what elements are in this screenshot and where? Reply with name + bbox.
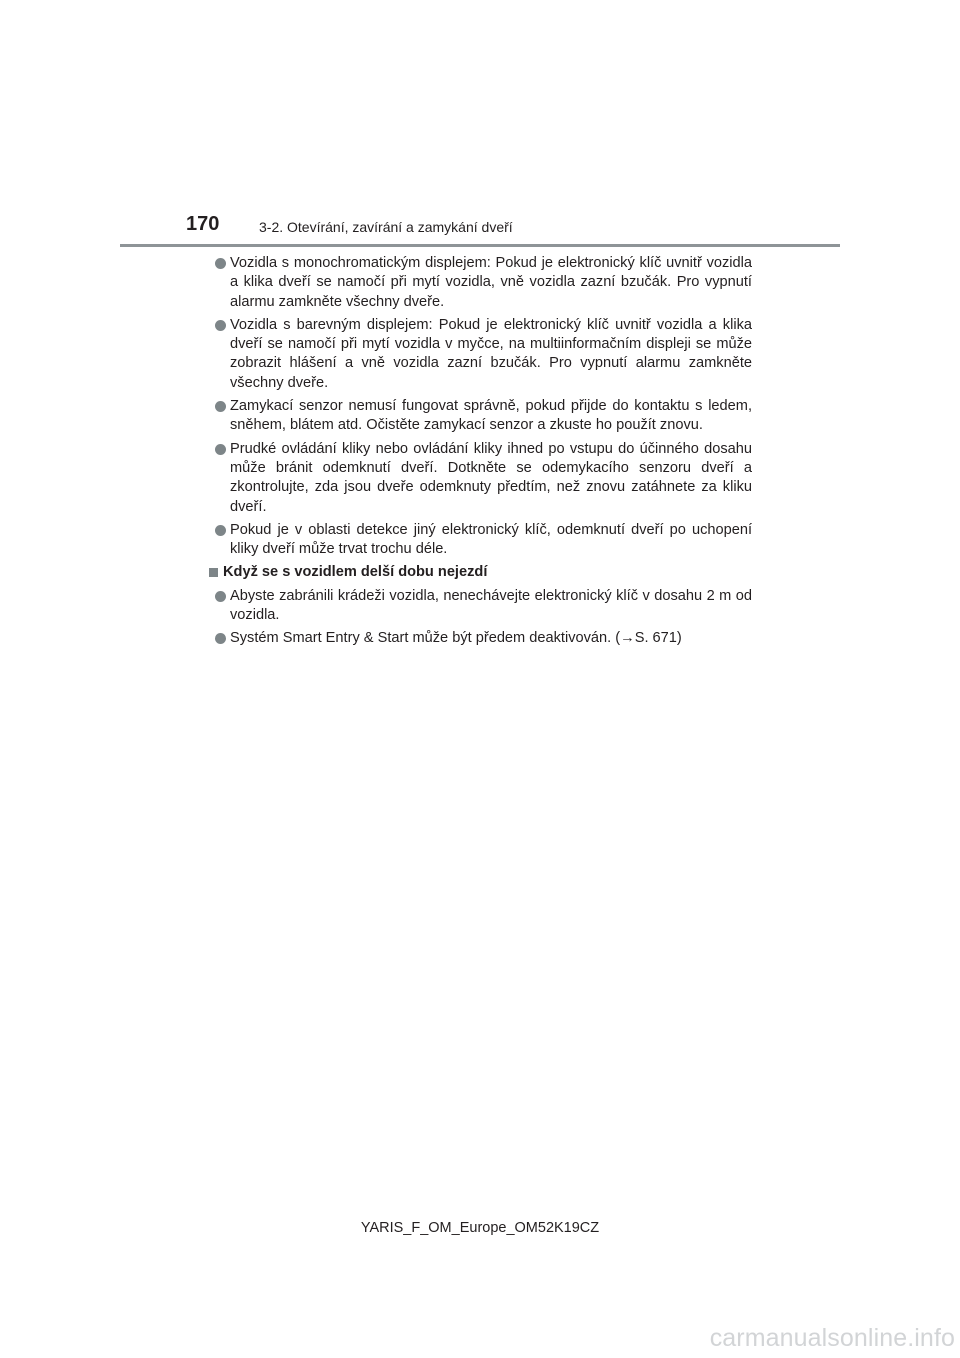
bullet-text: Pokud je v oblasti detekce jiný elektronický klíč, odemknutí dveří po uchopení kliky dveří může trvat trochu déle. <box>230 521 752 558</box>
bullet-icon <box>215 525 226 536</box>
watermark-text: carmanualsonline.info <box>709 1324 955 1352</box>
bullet-text: Abyste zabránili krádeži vozidla, nenechávejte elektronický klíč v dosahu 2 m od vozidla. <box>230 587 752 624</box>
bullet-item <box>210 254 752 312</box>
bullet-item <box>210 316 752 393</box>
document-code: YARIS_F_OM_Europe_OM52K19CZ <box>360 1220 600 1236</box>
bullet-text: Vozidla s monochromatickým displejem: Pokud je elektronický klíč uvnitř vozidla a klika dveří se namočí při mytí vozidla, vně vozidla zazní bzučák. Pro vypnutí alarmu zamkněte všechny dveře. <box>230 255 752 310</box>
square-bullet-icon <box>209 568 218 577</box>
bullet-text: Zamykací senzor nemusí fungovat správně, pokud přijde do kontaktu s ledem, sněhem, blátem atd. Očistěte zamykací senzor a zkuste ho použít znovu. <box>230 398 752 434</box>
bullet-text: Prudké ovládání kliky nebo ovládání kliky ihned po vstupu do účinného dosahu může bránit odemknutí dveří. Dotkněte se odemykacího senzoru dveří a zkontrolujte, zda jsou dveře odemknuty předtím, než znovu zatáhnete za kliku dveří. <box>230 440 752 515</box>
subheading-text: Když se s vozidlem delší dobu nejezdí <box>223 564 488 581</box>
bullet-icon <box>215 320 226 331</box>
bullet-text: Systém Smart Entry & Start může být předem deaktivován. (→S. 671) <box>230 630 682 647</box>
bullet-icon <box>215 591 226 602</box>
bullet-item <box>210 521 752 560</box>
header-divider <box>120 244 840 247</box>
bullet-icon <box>215 633 226 644</box>
section-title: 3-2. Otevírání, zavírání a zamykání dveří <box>259 219 513 235</box>
bullet-item <box>210 629 752 648</box>
page-number: 170 <box>186 213 220 235</box>
bullet-item <box>210 440 752 517</box>
bullet-item <box>210 397 752 436</box>
page-header <box>0 0 960 250</box>
bullet-icon <box>215 258 226 269</box>
bullet-item <box>210 587 752 626</box>
bullet-icon <box>215 444 226 455</box>
bullet-text: Vozidla s barevným displejem: Pokud je elektronický klíč uvnitř vozidla a klika dveří se namočí při mytí vozidla v myčce, na multiinformačním displeji se může zobrazit hlášení a vně vozidla zazní bzučák. Pro vypnutí alarmu zamkněte všechny dveře. <box>230 316 752 391</box>
bullet-icon <box>215 401 226 412</box>
subheading <box>209 563 751 582</box>
main-content <box>210 254 752 653</box>
